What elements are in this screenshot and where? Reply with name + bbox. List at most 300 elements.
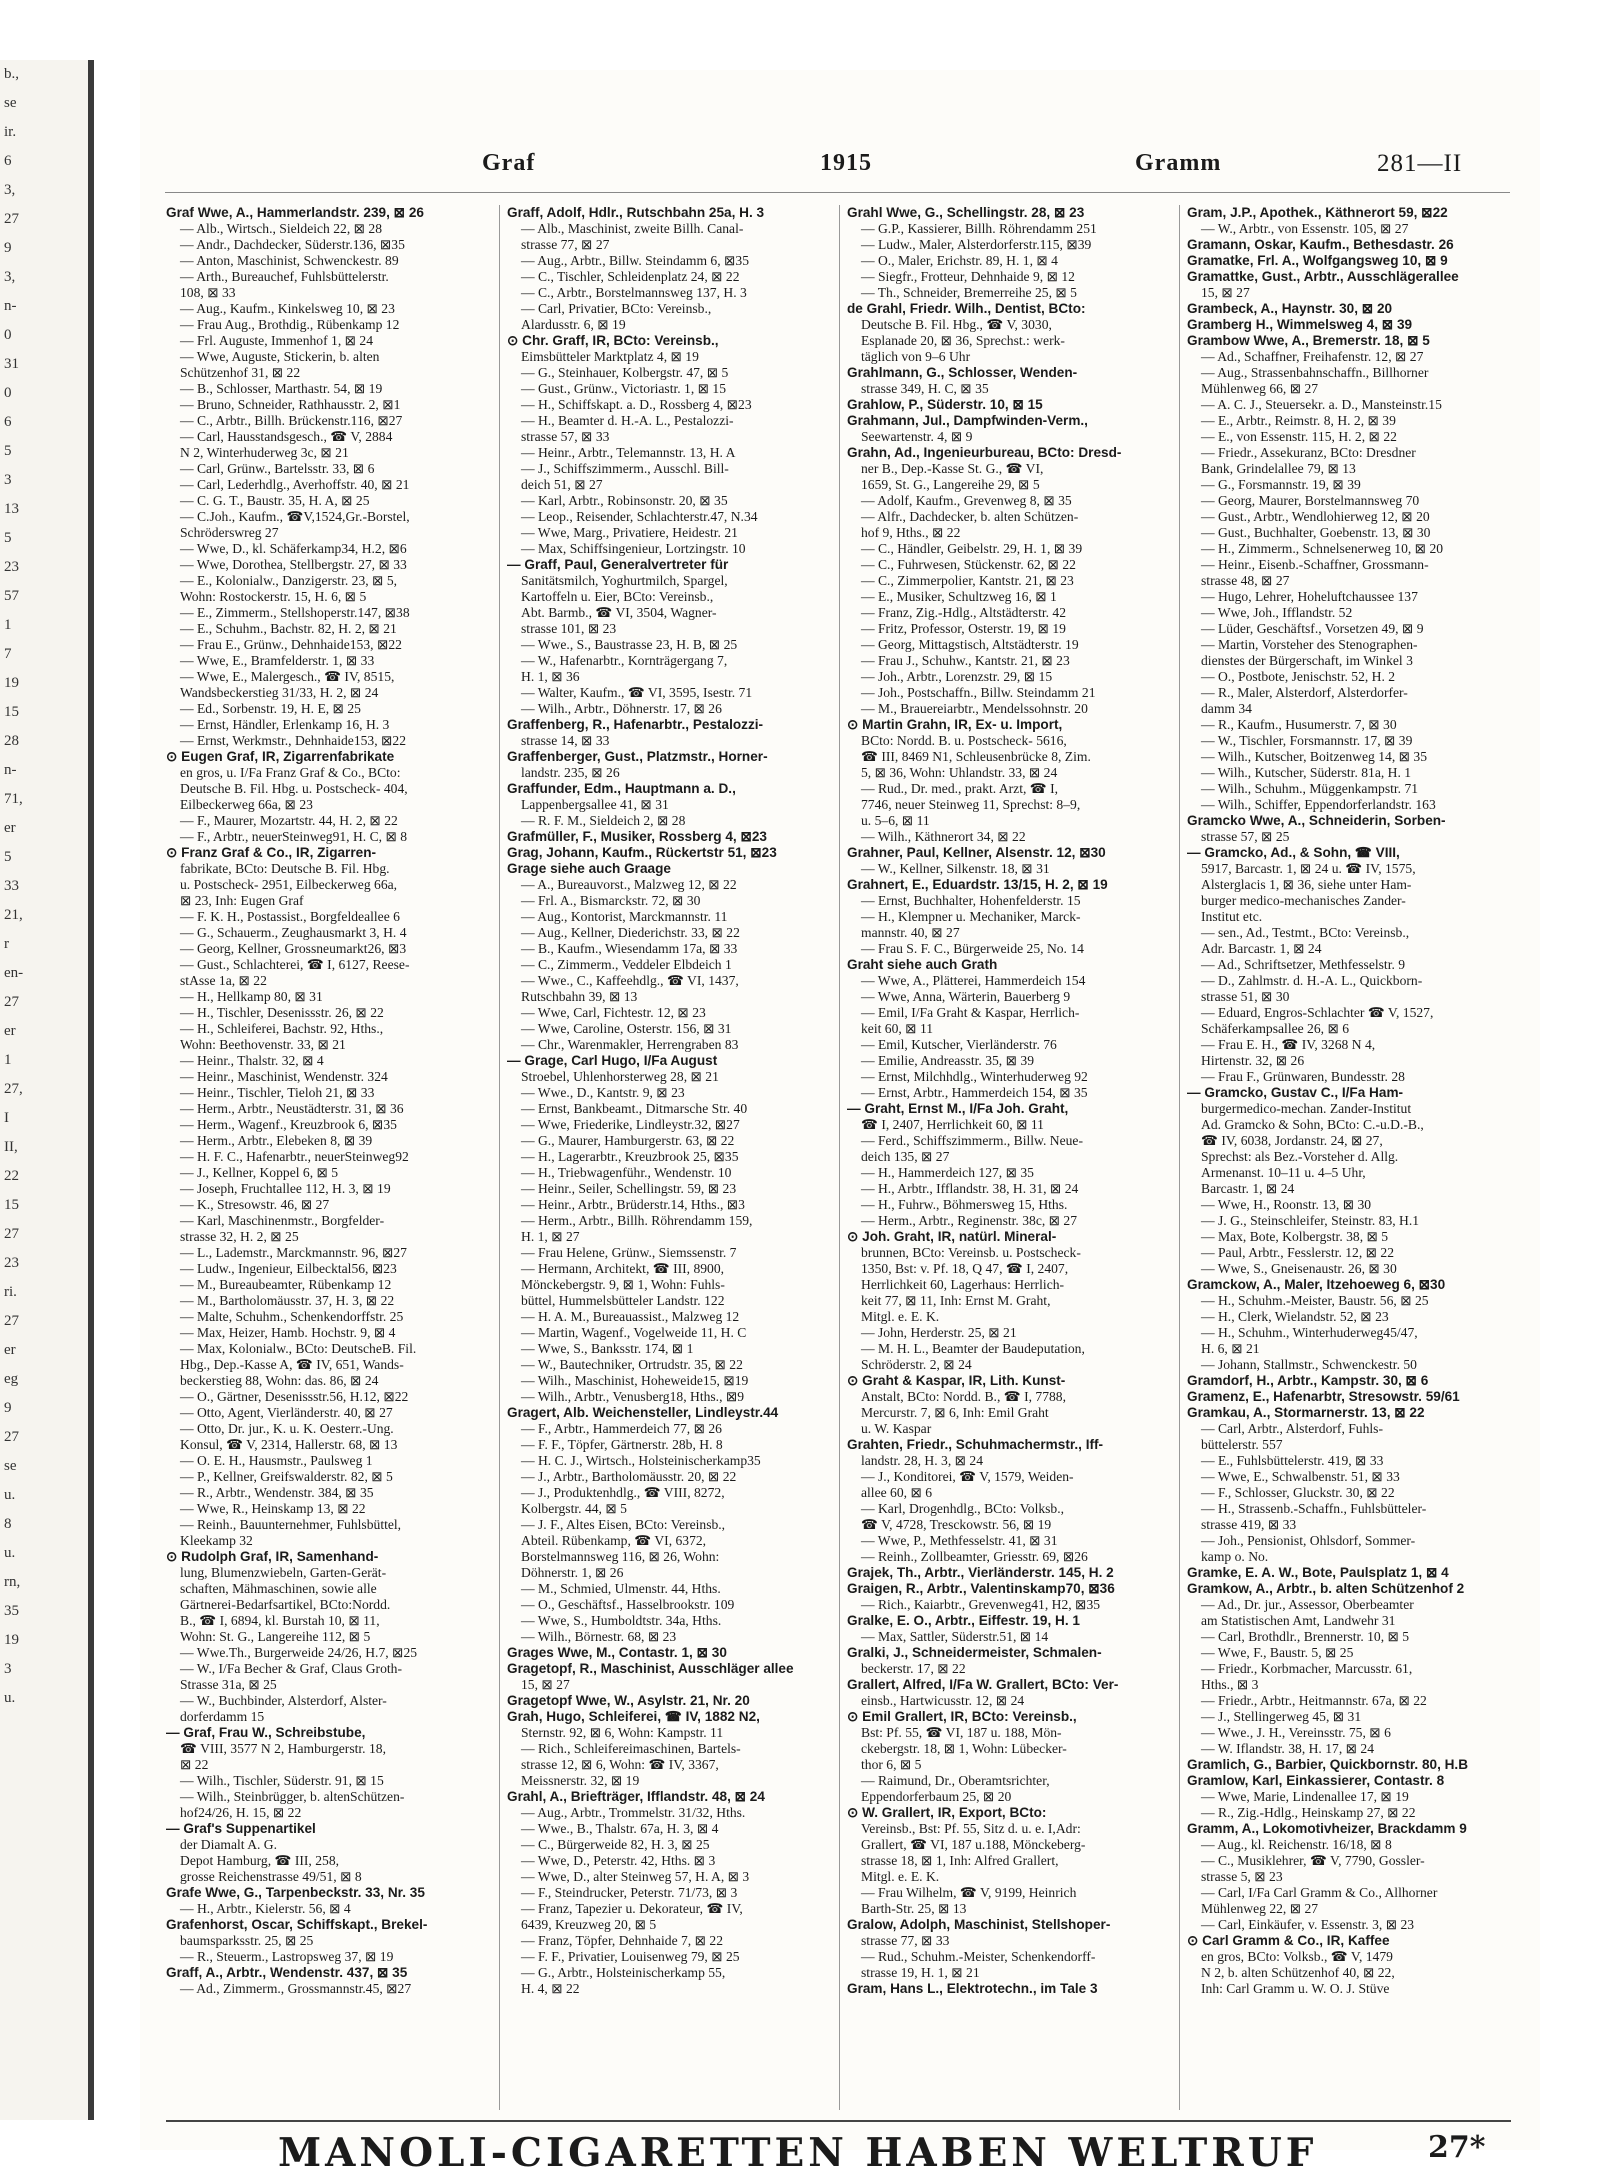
directory-entry-line: ⊠ 22 <box>180 1757 209 1772</box>
directory-entry-line: H. 6, ⊠ 21 <box>1201 1341 1260 1356</box>
directory-entry-line: — M., Brauereiarbtr., Mendelssohnstr. 20 <box>861 701 1088 716</box>
directory-entry-line: — Rich., Kaiarbtr., Grevenweg41, H2, ⊠35 <box>861 1597 1101 1612</box>
directory-entry-line: grosse Reichenstrasse 49/51, ⊠ 8 <box>180 1869 362 1884</box>
directory-entry-line: — Fritz, Professor, Osterstr. 19, ⊠ 19 <box>861 621 1066 636</box>
directory-entry-line: — Aug., Kaufm., Kinkelsweg 10, ⊠ 23 <box>180 301 395 316</box>
directory-entry-line: — M. H. L., Beamter der Baudeputation, <box>861 1341 1085 1356</box>
directory-entry-line: der Diamalt A. G. <box>180 1837 278 1852</box>
directory-entry-heading: Grag, Johann, Kaufm., Rückertstr 51, ⊠23 <box>507 845 777 860</box>
directory-entry-heading: — Grage, Carl Hugo, I/Fa August <box>507 1053 718 1068</box>
directory-entry-line: — C., Zimmerm., Veddeler Elbdeich 1 <box>521 957 732 972</box>
directory-entry-line: Meissnerstr. 32, ⊠ 19 <box>521 1773 640 1788</box>
directory-entry-line: — Walter, Kaufm., ☎ VI, 3595, Isestr. 71 <box>521 685 753 700</box>
directory-entry-line: — E., Kolonialw., Danzigerstr. 23, ⊠ 5, <box>180 573 398 588</box>
directory-entry-line: — Aug., Kellner, Diederichstr. 33, ⊠ 22 <box>521 925 740 940</box>
directory-entry-line: Esplanade 20, ⊠ 36, Sprechst.: werk- <box>861 333 1065 348</box>
directory-entry-heading: Gram, Hans L., Elektrotechn., im Tale 3 <box>847 1981 1098 1996</box>
margin-fragment: ir. <box>4 124 17 140</box>
directory-entry-line: — Frau E., Grünw., Dehnhaide153, ⊠22 <box>180 637 402 652</box>
margin-fragment: 3, <box>4 269 16 285</box>
directory-entry-line: — Alfr., Dachdecker, b. alten Schützen- <box>861 509 1079 524</box>
directory-entry-line: — Wilh., Tischler, Süderstr. 91, ⊠ 15 <box>180 1773 384 1788</box>
directory-entry-line: — Paul, Arbtr., Fesslerstr. 12, ⊠ 22 <box>1201 1245 1395 1260</box>
directory-entry-line: keit 77, ⊠ 11, Inh: Ernst M. Graht, <box>861 1293 1051 1308</box>
directory-entry-line: 5917, Barcastr. 1, ⊠ 24 u. ☎ IV, 1575, <box>1201 861 1416 876</box>
directory-entry-line: — sen., Ad., Testmt., BCto: Vereinsb., <box>1201 925 1410 940</box>
directory-entry-heading: Grajek, Th., Arbtr., Vierländerstr. 145, H. 2 <box>847 1565 1114 1580</box>
directory-entry-line: — Wilh., Käthnerort 34, ⊠ 22 <box>861 829 1026 844</box>
directory-entry-line: — Carl, Einkäufer, v. Essenstr. 3, ⊠ 23 <box>1201 1917 1415 1932</box>
directory-entry-line: strasse 5, ⊠ 23 <box>1201 1869 1283 1884</box>
directory-entry-line: — F. K. H., Postassist., Borgfeldeallee 6 <box>180 909 400 924</box>
directory-entry-heading: Gramlow, Karl, Einkassierer, Contastr. 8 <box>1187 1773 1445 1788</box>
directory-entry-heading: Grahten, Friedr., Schuhmachermstr., Iff- <box>847 1437 1104 1452</box>
directory-entry-line: Konsul, ☎ V, 2314, Hallerstr. 68, ⊠ 13 <box>180 1437 398 1452</box>
directory-entry-line: — Ad., Schriftsetzer, Methfesselstr. 9 <box>1201 957 1406 972</box>
directory-entry-line: — R. F. M., Sieldeich 2, ⊠ 28 <box>521 813 686 828</box>
directory-entry-line: — H., Schleiferei, Bachstr. 92, Hths., <box>180 1021 384 1036</box>
directory-entry-line: H. 1, ⊠ 36 <box>521 669 580 684</box>
directory-entry-line: — H. C. J., Wirtsch., Holsteinischerkamp35 <box>521 1453 761 1468</box>
directory-entry-line: strasse 349, H. C, ⊠ 35 <box>861 381 989 396</box>
directory-entry-line: — Wwe, Friederike, Lindleystr.32, ⊠27 <box>521 1117 740 1132</box>
margin-fragment: 22 <box>4 1168 19 1184</box>
directory-entry-line: strasse 14, ⊠ 33 <box>521 733 610 748</box>
directory-entry-line: — Max, Schiffsingenieur, Lortzingstr. 10 <box>521 541 746 556</box>
margin-fragment: en- <box>4 965 24 981</box>
directory-entry-heading: Gralke, E. O., Arbtr., Eiffestr. 19, H. 1 <box>847 1613 1080 1628</box>
margin-fragment: 27 <box>4 1226 19 1242</box>
directory-entry-line: — H., Schiffskapt. a. D., Rossberg 4, ⊠23 <box>521 397 752 412</box>
directory-entry-heading: Gragert, Alb. Weichensteller, Lindleystr.44 <box>507 1405 779 1420</box>
directory-entry-line: — Aug., Arbtr., Trommelstr. 31/32, Hths. <box>521 1805 746 1820</box>
directory-entry-line: — Ernst, Buchhalter, Hohenfelderstr. 15 <box>861 893 1081 908</box>
directory-entry-line: — A., Bureauvorst., Malzweg 12, ⊠ 22 <box>521 877 737 892</box>
directory-entry-line: hof24/26, H. 15, ⊠ 22 <box>180 1805 302 1820</box>
directory-entry-line: — Franz, Zig.-Hdlg., Altstädterstr. 42 <box>861 605 1067 620</box>
directory-entry-line: — Friedr., Korbmacher, Marcusstr. 61, <box>1201 1661 1413 1676</box>
directory-entry-line: strasse 18, ⊠ 1, Inh: Alfred Grallert, <box>861 1853 1059 1868</box>
directory-entry-line: — C., Händler, Geibelstr. 29, H. 1, ⊠ 39 <box>861 541 1083 556</box>
directory-entry-line: — Hugo, Lehrer, Hoheluftchaussee 137 <box>1201 589 1418 604</box>
directory-entry-line: — Ernst, Milchhdlg., Winterhuderweg 92 <box>861 1069 1088 1084</box>
directory-entry-line: strasse 101, ⊠ 23 <box>521 621 617 636</box>
directory-entry-line: — G., Schauerm., Zeughausmarkt 3, H. 4 <box>180 925 407 940</box>
directory-entry-line: en gros, u. I/Fa Franz Graf & Co., BCto: <box>180 765 401 780</box>
directory-entry-line: — Reinh., Bauunternehmer, Fuhlsbüttel, <box>180 1517 402 1532</box>
directory-entry-line: Wohn: Rostockerstr. 15, H. 6, ⊠ 5 <box>180 589 367 604</box>
directory-entry-line: — Johann, Stallmstr., Schwenckestr. 50 <box>1201 1357 1417 1372</box>
margin-fragment: 27 <box>4 211 19 227</box>
directory-entry-line: — Adolf, Kaufm., Grevenweg 8, ⊠ 35 <box>861 493 1072 508</box>
directory-entry-heading: Gramckow, A., Maler, Itzehoeweg 6, ⊠30 <box>1187 1277 1446 1292</box>
directory-entry-line: — Wwe, D., kl. Schäferkamp34, H.2, ⊠6 <box>180 541 407 556</box>
directory-entry-line: — Herm., Arbtr., Billh. Röhrendamm 159, <box>521 1213 753 1228</box>
directory-entry-line: — H. A. M., Bureauassist., Malzweg 12 <box>521 1309 740 1324</box>
directory-entry-line: — Wwe, Auguste, Stickerin, b. alten <box>180 349 380 364</box>
directory-entry-heading: Grahl, A., Briefträger, Ifflandstr. 48, ⊠ 24 <box>507 1789 765 1804</box>
directory-entry-line: — Wwe.Th., Burgerweide 24/26, H.7, ⊠25 <box>180 1645 418 1660</box>
directory-entry-line: Barth-Str. 25, ⊠ 13 <box>861 1901 967 1916</box>
directory-entry-heading: Grahn, Ad., Ingenieurbureau, BCto: Dresd- <box>847 445 1122 460</box>
margin-fragment: eg <box>4 1371 19 1387</box>
directory-entry-line: strasse 19, H. 1, ⊠ 21 <box>861 1965 980 1980</box>
directory-entry-line: — B., Kaufm., Wiesendamm 17a, ⊠ 33 <box>521 941 738 956</box>
directory-entry-line: — Ernst, Händler, Erlenkamp 16, H. 3 <box>180 717 390 732</box>
directory-entry-line: stAsse 1a, ⊠ 22 <box>180 973 267 988</box>
directory-entry-line: — H., Hammerdeich 127, ⊠ 35 <box>861 1165 1034 1180</box>
directory-entry-line: — W., Bautechniker, Ortrudstr. 35, ⊠ 22 <box>521 1357 743 1372</box>
directory-entry-line: — Wwe, Marie, Lindenallee 17, ⊠ 19 <box>1201 1789 1409 1804</box>
directory-entry-heading: ⊙ Martin Grahn, IR, Ex- u. Import, <box>847 717 1063 732</box>
directory-entry-heading: Grah, Hugo, Schleiferei, ☎ IV, 1882 N2, <box>507 1709 760 1724</box>
directory-entry-line: kamp o. No. <box>1201 1549 1269 1564</box>
directory-entry-line: baumsparksstr. 25, ⊠ 25 <box>180 1933 314 1948</box>
directory-entry-heading: Grambeck, A., Haynstr. 30, ⊠ 20 <box>1187 301 1393 316</box>
directory-entry-line: — Aug., Arbtr., Billw. Steindamm 6, ⊠35 <box>521 253 750 268</box>
directory-entry-line: 6439, Kreuzweg 20, ⊠ 5 <box>521 1917 657 1932</box>
directory-entry-heading: — Gramcko, Ad., & Sohn, ☎ VIII, <box>1187 845 1400 860</box>
margin-fragment: 23 <box>4 1255 19 1271</box>
directory-entry-heading: Gramann, Oskar, Kaufm., Bethesdastr. 26 <box>1187 237 1454 252</box>
directory-entry-line: — Wwe, E., Malergesch., ☎ IV, 8515, <box>180 669 395 684</box>
margin-fragment: 3 <box>4 472 12 488</box>
directory-entry-line: — Lüder, Geschäftsf., Vorsetzen 49, ⊠ 9 <box>1201 621 1424 636</box>
margin-fragment: er <box>4 1342 16 1358</box>
directory-entry-line: — Karl, Maschinenmstr., Borgfelder- <box>180 1213 385 1228</box>
directory-entry-line: — F., Schlosser, Gluckstr. 30, ⊠ 22 <box>1201 1485 1395 1500</box>
directory-entry-line: hof 9, Hths., ⊠ 22 <box>861 525 961 540</box>
directory-entry-heading: Gramenz, E., Hafenarbtr, Stresowstr. 59/61 <box>1187 1389 1460 1404</box>
directory-entry-line: en gros, BCto: Volksb., ☎ V, 1479 <box>1201 1949 1393 1964</box>
directory-entry-line: Mühlenweg 22, ⊠ 27 <box>1201 1901 1319 1916</box>
directory-entry-line: — Aug., Kontorist, Marckmannstr. 11 <box>521 909 728 924</box>
directory-entry-line: allee 60, ⊠ 6 <box>861 1485 933 1500</box>
directory-entry-line: — J., Kellner, Koppel 6, ⊠ 5 <box>180 1165 339 1180</box>
directory-entry-line: strasse 77, ⊠ 27 <box>521 237 610 252</box>
directory-entry-line: — Anton, Maschinist, Schwenckestr. 89 <box>180 253 399 268</box>
directory-entry-line: — E., Arbtr., Reimstr. 8, H. 2, ⊠ 39 <box>1201 413 1396 428</box>
directory-entry-line: Wohn: Beethovenstr. 33, ⊠ 21 <box>180 1037 346 1052</box>
directory-entry-line: — E., von Essenstr. 115, H. 2, ⊠ 22 <box>1201 429 1397 444</box>
directory-entry-line: 15, ⊠ 27 <box>521 1677 570 1692</box>
directory-entry-line: Eppendorferbaum 25, ⊠ 20 <box>861 1789 1012 1804</box>
directory-entry-heading: Grallert, Alfred, I/Fa W. Grallert, BCto: Ver- <box>847 1677 1119 1692</box>
directory-entry-line: — O., Maler, Erichstr. 89, H. 1, ⊠ 4 <box>861 253 1058 268</box>
margin-fragment: 0 <box>4 327 12 343</box>
directory-entry-line: — Georg, Kellner, Grossneumarkt26, ⊠3 <box>180 941 407 956</box>
directory-entry-line: — C., Musiklehrer, ☎ V, 7790, Gossler- <box>1201 1853 1425 1868</box>
directory-entry-line: — H., Zimmerm., Schnelsenerweg 10, ⊠ 20 <box>1201 541 1444 556</box>
directory-entry-line: — C., Tischler, Schleidenplatz 24, ⊠ 22 <box>521 269 740 284</box>
directory-entry-line: Döhnerstr. 1, ⊠ 26 <box>521 1565 624 1580</box>
directory-entry-line: — C. G. T., Baustr. 35, H. A, ⊠ 25 <box>180 493 370 508</box>
directory-entry-line: — Gust., Buchhalter, Goebenstr. 13, ⊠ 30 <box>1201 525 1431 540</box>
directory-entry-heading: Graff, A., Arbtr., Wendenstr. 437, ⊠ 35 <box>166 1965 408 1980</box>
directory-entry-line: — Friedr., Assekuranz, BCto: Dresdner <box>1201 445 1416 460</box>
directory-entry-line: — Karl, Arbtr., Robinsonstr. 20, ⊠ 35 <box>521 493 728 508</box>
directory-entry-heading: Gramke, E. A. W., Bote, Paulsplatz 1, ⊠ 4 <box>1187 1565 1449 1580</box>
margin-fragment: 7 <box>4 646 12 662</box>
directory-entry-line: — M., Bureaubeamter, Rübenkamp 12 <box>180 1277 392 1292</box>
directory-entry-line: — Aug., kl. Reichenstr. 16/18, ⊠ 8 <box>1201 1837 1392 1852</box>
directory-entry-line: ☎ VIII, 3577 N 2, Hamburgerstr. 18, <box>180 1741 386 1756</box>
directory-entry-line: — W., Hafenarbtr., Kornträgergang 7, <box>521 653 728 668</box>
directory-entry-line: — H., Beamter d. H.-A. L., Pestalozzi- <box>521 413 734 428</box>
directory-entry-line: B., ☎ I, 6894, kl. Burstah 10, ⊠ 11, <box>180 1613 380 1628</box>
directory-entry-line: strasse 57, ⊠ 33 <box>521 429 610 444</box>
directory-entry-line: — E., Musiker, Schultzweg 16, ⊠ 1 <box>861 589 1057 604</box>
directory-entry-heading: Grambow Wwe, A., Bremerstr. 18, ⊠ 5 <box>1187 333 1430 348</box>
directory-entry-line: — Wwe, F., Baustr. 5, ⊠ 25 <box>1201 1645 1354 1660</box>
directory-entry-line: — Wilh., Maschinist, Hoheweide15, ⊠19 <box>521 1373 749 1388</box>
directory-entry-line: — Wwe., S., Baustrasse 23, H. B, ⊠ 25 <box>521 637 738 652</box>
directory-entry-heading: Grafmüller, F., Musiker, Rossberg 4, ⊠23 <box>507 829 767 844</box>
directory-entry-line: — Reinh., Zollbeamter, Griesstr. 69, ⊠26 <box>861 1549 1088 1564</box>
directory-entry-line: — J., Produktenhdlg., ☎ VIII, 8272, <box>521 1485 725 1500</box>
directory-entry-line: — Wwe, E., Schwalbenstr. 51, ⊠ 33 <box>1201 1469 1400 1484</box>
directory-entry-line: — Carl, Grünw., Bartelsstr. 33, ⊠ 6 <box>180 461 375 476</box>
directory-entry-line: — Emil, I/Fa Graht & Kaspar, Herrlich- <box>861 1005 1080 1020</box>
directory-entry-line: ner B., Dep.-Kasse St. G., ☎ VI, <box>861 461 1044 476</box>
directory-entry-heading: Gramatke, Frl. A., Wolfgangsweg 10, ⊠ 9 <box>1187 253 1448 268</box>
directory-entry-line: — Carl, Brothdlr., Brennerstr. 10, ⊠ 5 <box>1201 1629 1410 1644</box>
directory-entry-line: — Wwe, Anna, Wärterin, Bauerberg 9 <box>861 989 1071 1004</box>
directory-entry-line: strasse 51, ⊠ 30 <box>1201 989 1290 1004</box>
directory-entry-line: 1659, St. G., Langereihe 29, ⊠ 5 <box>861 477 1040 492</box>
directory-entry-line: N 2, b. alten Schützenhof 40, ⊠ 22, <box>1201 1965 1395 1980</box>
directory-entry-line: — H., Fuhrw., Böhmersweg 15, Hths. <box>861 1197 1068 1212</box>
directory-entry-line: täglich von 9–6 Uhr <box>861 349 971 364</box>
directory-entry-heading: Grafenhorst, Oscar, Schiffskapt., Brekel- <box>166 1917 428 1932</box>
directory-entry-line: Hbg., Dep.-Kasse A, ☎ IV, 651, Wands- <box>180 1357 404 1372</box>
directory-entry-line: — J. F., Altes Eisen, BCto: Vereinsb., <box>521 1517 726 1532</box>
directory-entry-line: — Heinr., Arbtr., Telemannstr. 13, H. A <box>521 445 736 460</box>
directory-columns <box>166 205 1514 2110</box>
directory-entry-line: — Frl. Auguste, Immenhof 1, ⊠ 24 <box>180 333 374 348</box>
directory-entry-line: fabrikate, BCto: Deutsche B. Fil. Hbg. <box>180 861 390 876</box>
directory-entry-line: — H., Strassenb.-Schaffn., Fuhlsbütteler- <box>1201 1501 1427 1516</box>
directory-entry-line: BCto: Nordd. B. u. Postscheck- 5616, <box>861 733 1067 748</box>
directory-entry-line: — Wwe., B., Thalstr. 67a, H. 3, ⊠ 4 <box>521 1821 719 1836</box>
column-divider <box>499 205 500 2110</box>
directory-entry-heading: Grahl Wwe, G., Schellingstr. 28, ⊠ 23 <box>847 205 1085 220</box>
margin-fragment: 27, <box>4 1081 23 1097</box>
directory-entry-line: — Ad., Schaffner, Freihafenstr. 12, ⊠ 27 <box>1201 349 1424 364</box>
directory-entry-line: ☎ V, 4728, Tresckowstr. 56, ⊠ 19 <box>861 1517 1052 1532</box>
directory-entry-line: — E., Zimmerm., Stellshoperstr.147, ⊠38 <box>180 605 410 620</box>
directory-entry-line: H. 4, ⊠ 22 <box>521 1981 580 1996</box>
directory-entry-line: — Gust., Arbtr., Wendlohierweg 12, ⊠ 20 <box>1201 509 1430 524</box>
directory-entry-line: u. Postscheck- 2951, Eilbeckerweg 66a, <box>180 877 398 892</box>
directory-entry-line: — Wwe, H., Roonstr. 13, ⊠ 30 <box>1201 1197 1372 1212</box>
directory-entry-heading: Graf Wwe, A., Hammerlandstr. 239, ⊠ 26 <box>166 205 424 220</box>
directory-entry-line: Bst: Pf. 55, ☎ VI, 187 u. 188, Mön- <box>861 1725 1062 1740</box>
directory-entry-line: Ad. Gramcko & Sohn, BCto: C.-u.D.-B., <box>1201 1117 1424 1132</box>
directory-entry-line: deich 135, ⊠ 27 <box>861 1149 950 1164</box>
directory-entry-line: Gärtnerei-Bedarfsartikel, BCto:Nordd. <box>180 1597 391 1612</box>
directory-entry-heading: Gramattke, Gust., Arbtr., Ausschlägerallee <box>1187 269 1459 284</box>
directory-entry-line: Inh: Carl Gramm u. W. O. J. Stüve <box>1201 1981 1390 1996</box>
directory-entry-line: 5, ⊠ 36, Wohn: Uhlandstr. 33, ⊠ 24 <box>861 765 1058 780</box>
directory-entry-line: Mitgl. e. E. K. <box>861 1869 940 1884</box>
directory-entry-line: u. W. Kaspar <box>861 1421 932 1436</box>
margin-fragment: 57 <box>4 588 19 604</box>
directory-entry-line: — Heinr., Seiler, Schellingstr. 59, ⊠ 23 <box>521 1181 737 1196</box>
margin-fragment: 28 <box>4 733 19 749</box>
directory-entry-line: — W., I/Fa Becher & Graf, Claus Groth- <box>180 1661 402 1676</box>
directory-entry-line: Kleekamp 32 <box>180 1533 253 1548</box>
directory-entry-line: — Th., Schneider, Bremerreihe 25, ⊠ 5 <box>861 285 1077 300</box>
directory-entry-line: — Wilh., Schuhm., Müggenkampstr. 71 <box>1201 781 1419 796</box>
directory-entry-line: — H., Clerk, Wielandstr. 52, ⊠ 23 <box>1201 1309 1389 1324</box>
directory-entry-line: — Wwe, Joh., Ifflandstr. 52 <box>1201 605 1353 620</box>
directory-entry-line: — E., Schuhm., Bachstr. 82, H. 2, ⊠ 21 <box>180 621 397 636</box>
directory-entry-line: — Rich., Schleifereimaschinen, Bartels- <box>521 1741 741 1756</box>
directory-entry-line: — W., Tischler, Forsmannstr. 17, ⊠ 39 <box>1201 733 1413 748</box>
directory-entry-line: — Joh., Arbtr., Lorenzstr. 29, ⊠ 15 <box>861 669 1053 684</box>
directory-entry-line: ☎ IV, 6038, Jordanstr. 24, ⊠ 27, <box>1201 1133 1383 1148</box>
directory-entry-heading: Gramcko Wwe, A., Schneiderin, Sorben- <box>1187 813 1446 828</box>
directory-entry-line: — O., Postbote, Jenischstr. 52, H. 2 <box>1201 669 1396 684</box>
directory-entry-line: — C.Joh., Kaufm., ☎V,1524,Gr.-Borstel, <box>180 509 410 524</box>
header-first-name: Graf <box>482 150 536 176</box>
directory-entry-line: — Friedr., Arbtr., Heitmannstr. 67a, ⊠ 22 <box>1201 1693 1427 1708</box>
directory-entry-line: schaften, Mähmaschinen, sowie alle <box>180 1581 377 1596</box>
directory-entry-line: — Carl, Hausstandsgesch., ☎ V, 2884 <box>180 429 393 444</box>
directory-entry-line: Rutschbahn 39, ⊠ 13 <box>521 989 638 1004</box>
margin-fragment: er <box>4 1023 16 1039</box>
directory-entry-line: — Wwe, P., Methfesselstr. 41, ⊠ 31 <box>861 1533 1058 1548</box>
directory-entry-line: — G.P., Kassierer, Billh. Röhrendamm 251 <box>861 221 1097 236</box>
directory-entry-line: — W., Kellner, Silkenstr. 18, ⊠ 31 <box>861 861 1050 876</box>
directory-entry-line: strasse 32, H. 2, ⊠ 25 <box>180 1229 299 1244</box>
directory-entry-line: — F. F., Töpfer, Gärtnerstr. 28b, H. 8 <box>521 1437 723 1452</box>
directory-entry-line: — O., Gärtner, Desenissstr.56, H.12, ⊠22 <box>180 1389 409 1404</box>
directory-entry-heading: Gramm, A., Lokomotivheizer, Brackdamm 9 <box>1187 1821 1467 1836</box>
directory-entry-line: — H., Arbtr., Ifflandstr. 38, H. 31, ⊠ 24 <box>861 1181 1079 1196</box>
directory-entry-line: — Max, Kolonialw., BCto: DeutscheB. Fil. <box>180 1341 417 1356</box>
directory-column-4 <box>1187 205 1510 2110</box>
margin-fragment: er <box>4 820 16 836</box>
margin-fragment: 3, <box>4 182 16 198</box>
directory-entry-line: Herrlichkeit 60, Lagerhaus: Herrlich- <box>861 1277 1065 1292</box>
page-header <box>0 0 1600 200</box>
directory-entry-line: Institut etc. <box>1201 909 1263 924</box>
directory-entry-line: Grallert, ☎ VI, 187 u.188, Mönckeberg- <box>861 1837 1086 1852</box>
directory-entry-line: strasse 48, ⊠ 27 <box>1201 573 1290 588</box>
directory-entry-line: Armenanst. 10–11 u. 4–5 Uhr, <box>1201 1165 1366 1180</box>
directory-entry-line: beckerstr. 17, ⊠ 22 <box>861 1661 966 1676</box>
directory-entry-line: — C., Zimmerpolier, Kantstr. 21, ⊠ 23 <box>861 573 1074 588</box>
directory-entry-line: — Eduard, Engros-Schlachter ☎ V, 1527, <box>1201 1005 1434 1020</box>
directory-entry-line: — Wwe, A., Plätterei, Hammerdeich 154 <box>861 973 1086 988</box>
directory-entry-heading: Gragetopf, R., Maschinist, Ausschläger allee <box>507 1661 794 1676</box>
directory-entry-line: Sprechst: als Bez.-Vorsteher d. Allg. <box>1201 1149 1399 1164</box>
directory-entry-heading: Gramlich, G., Barbier, Quickbornstr. 80, H.B <box>1187 1757 1469 1772</box>
directory-entry-line: Abt. Barmb., ☎ VI, 3504, Wagner- <box>521 605 717 620</box>
directory-entry-line: — Martin, Vorsteher des Stenographen- <box>1201 637 1418 652</box>
directory-entry-line: — Wilh., Schiffer, Eppendorferlandstr. 163 <box>1201 797 1436 812</box>
directory-entry-line: — J. G., Steinschleifer, Steinstr. 83, H.1 <box>1201 1213 1420 1228</box>
directory-entry-line: Wandsbeckerstieg 31/33, H. 2, ⊠ 24 <box>180 685 379 700</box>
directory-entry-line: — A. C. J., Steuersekr. a. D., Mansteinstr.15 <box>1201 397 1442 412</box>
directory-entry-line: — Frau Helene, Grünw., Siemssenstr. 7 <box>521 1245 737 1260</box>
directory-entry-line: — G., Arbtr., Holsteinischerkamp 55, <box>521 1965 726 1980</box>
directory-entry-line: — F. F., Privatier, Louisenweg 79, ⊠ 25 <box>521 1949 740 1964</box>
directory-entry-line: Mercurstr. 7, ⊠ 6, Inh: Emil Graht <box>861 1405 1049 1420</box>
directory-entry-line: — H., Arbtr., Kielerstr. 56, ⊠ 4 <box>180 1901 351 1916</box>
directory-entry-heading: Gralow, Adolph, Maschinist, Stellshoper- <box>847 1917 1111 1932</box>
margin-fragment: 71, <box>4 791 23 807</box>
directory-entry-line: — H., Schuhm.-Meister, Baustr. 56, ⊠ 25 <box>1201 1293 1429 1308</box>
directory-entry-heading: — Graht, Ernst M., I/Fa Joh. Graht, <box>847 1101 1069 1116</box>
directory-entry-line: — Ad., Dr. jur., Assessor, Oberbeamter <box>1201 1597 1414 1612</box>
directory-entry-line: strasse 77, ⊠ 33 <box>861 1933 950 1948</box>
directory-entry-line: — Herm., Arbtr., Reginenstr. 38c, ⊠ 27 <box>861 1213 1078 1228</box>
directory-entry-heading: Grafe Wwe, G., Tarpenbeckstr. 33, Nr. 35 <box>166 1885 425 1900</box>
directory-entry-line: — Wwe, D., alter Steinweg 57, H. A, ⊠ 3 <box>521 1869 750 1884</box>
directory-entry-line: — Frau Aug., Brothdig., Rübenkamp 12 <box>180 317 400 332</box>
margin-fragment: 33 <box>4 878 19 894</box>
directory-entry-line: — Frau J., Schuhw., Kantstr. 21, ⊠ 23 <box>861 653 1070 668</box>
directory-entry-heading: Graffunder, Edm., Hauptmann a. D., <box>507 781 736 796</box>
directory-entry-line: — Emil, Kutscher, Vierländerstr. 76 <box>861 1037 1057 1052</box>
directory-entry-line: Schützenhof 31, ⊠ 22 <box>180 365 301 380</box>
directory-entry-line: ☎ III, 8469 N1, Schleusenbrücke 8, Zim. <box>861 749 1091 764</box>
directory-entry-line: — H., Schuhm., Winterhuderweg45/47, <box>1201 1325 1418 1340</box>
margin-fragment: I <box>4 1110 9 1126</box>
directory-entry-line: Lappenbergsallee 41, ⊠ 31 <box>521 797 669 812</box>
directory-entry-line: — Leop., Reisender, Schlachterstr.47, N.34 <box>521 509 758 524</box>
directory-entry-line: — Herm., Arbtr., Elebeken 8, ⊠ 39 <box>180 1133 373 1148</box>
directory-entry-line: keit 60, ⊠ 11 <box>861 1021 934 1036</box>
directory-entry-line: 108, ⊠ 33 <box>180 285 236 300</box>
directory-column-2 <box>507 205 830 2110</box>
directory-entry-heading: ⊙ Rudolph Graf, IR, Samenhand- <box>166 1549 379 1564</box>
directory-entry-line: — Heinr., Eisenb.-Schaffner, Grossmann- <box>1201 557 1429 572</box>
margin-fragment: 3 <box>4 1661 12 1677</box>
directory-entry-line: — Heinr., Arbtr., Brüderstr.14, Hths., ⊠3 <box>521 1197 745 1212</box>
directory-entry-heading: Graff, Adolf, Hdlr., Rutschbahn 25a, H. 3 <box>507 205 765 220</box>
directory-entry-heading: Grahlmann, G., Schlosser, Wenden- <box>847 365 1078 380</box>
header-divider <box>165 192 1510 193</box>
directory-entry-line: — O., Geschäftsf., Hasselbrookstr. 109 <box>521 1597 735 1612</box>
directory-entry-line: — Andr., Dachdecker, Süderstr.136, ⊠35 <box>180 237 405 252</box>
directory-entry-line: — H., Klempner u. Mechaniker, Marck- <box>861 909 1081 924</box>
directory-entry-heading: Gragetopf Wwe, W., Asylstr. 21, Nr. 20 <box>507 1693 750 1708</box>
margin-fragment: II, <box>4 1139 18 1155</box>
directory-entry-line: burger medico-mechanisches Zander- <box>1201 893 1406 908</box>
directory-entry-line: — Carl, I/Fa Carl Gramm & Co., Allhorner <box>1201 1885 1438 1900</box>
directory-entry-heading: ⊙ Joh. Graht, IR, natürl. Mineral- <box>847 1229 1057 1244</box>
directory-entry-line: Sanitätsmilch, Yoghurtmilch, Spargel, <box>521 573 728 588</box>
margin-fragment: b., <box>4 66 19 82</box>
directory-entry-heading: Graffenberger, Gust., Platzmstr., Horner- <box>507 749 768 764</box>
directory-entry-line: Hirtenstr. 32, ⊠ 26 <box>1201 1053 1305 1068</box>
directory-entry-line: — Frau E. H., ☎ IV, 3268 N 4, <box>1201 1037 1376 1052</box>
directory-entry-line: — Hermann, Architekt, ☎ III, 8900, <box>521 1261 725 1276</box>
directory-entry-heading: Gramdorf, H., Arbtr., Kampstr. 30, ⊠ 6 <box>1187 1373 1429 1388</box>
directory-entry-line: ☎ I, 2407, Herrlichkeit 60, ⊠ 11 <box>861 1117 1044 1132</box>
directory-entry-line: — G., Forsmannstr. 19, ⊠ 39 <box>1201 477 1361 492</box>
directory-entry-line: — Joseph, Fruchtallee 112, H. 3, ⊠ 19 <box>180 1181 391 1196</box>
directory-entry-line: — Ernst, Bankbeamt., Ditmarsche Str. 40 <box>521 1101 748 1116</box>
directory-entry-line: N 2, Winterhuderweg 3c, ⊠ 21 <box>180 445 349 460</box>
directory-entry-line: — Wwe, Carl, Fichtestr. 12, ⊠ 23 <box>521 1005 706 1020</box>
footer-divider <box>166 2120 1511 2122</box>
margin-fragment: 9 <box>4 1400 12 1416</box>
